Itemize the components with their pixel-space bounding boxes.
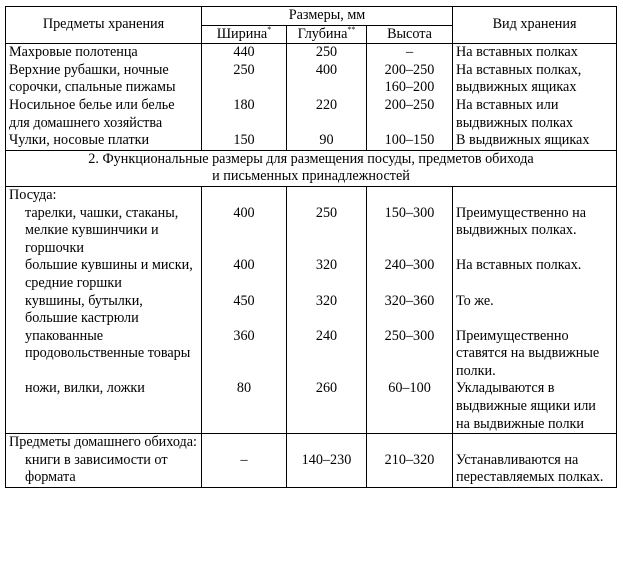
row-width: 400 (202, 205, 287, 258)
header-storage: Вид хранения (453, 7, 617, 44)
header-sizes-group: Размеры, мм (202, 7, 453, 26)
row-name: Носильное белье или белье для домашнего хозяйства (6, 97, 202, 132)
row-name: кувшины, бутылки, большие кастрюли (6, 293, 202, 328)
row-width: – (202, 452, 287, 488)
row-name: Чулки, носовые платки (6, 132, 202, 150)
row-storage: Преимущественно ставятся на выдвижные полки. (453, 328, 617, 381)
row-depth: 320 (287, 293, 367, 328)
row-depth: 250 (287, 44, 367, 62)
table-row (6, 293, 617, 328)
row-height: 200–250 (367, 97, 453, 132)
row-depth: 260 (287, 380, 367, 433)
row-height: – (367, 44, 453, 62)
row-width: 250 (202, 62, 287, 97)
table-row (6, 205, 617, 258)
table-row (6, 97, 617, 132)
header-height: Высота (367, 25, 453, 44)
row-storage: Преимущественно на выдвижных полках. (453, 205, 617, 258)
row-height: 200–250 160–200 (367, 62, 453, 97)
row-height: 210–320 (367, 452, 453, 488)
section-title: 2. Функциональные размеры для размещения посуды, предметов обихода и письменных принадлежностей (6, 150, 617, 186)
table-row (6, 452, 617, 488)
row-depth: 250 (287, 205, 367, 258)
row-height: 60–100 (367, 380, 453, 433)
row-width: 180 (202, 97, 287, 132)
table-row (6, 380, 617, 433)
header-width: Ширина* (202, 25, 287, 44)
row-storage: На вставных полках. (453, 257, 617, 292)
storage-dimensions-table (5, 6, 617, 488)
row-storage: Укладываются в выдвижные ящики или на выдвижные полки (453, 380, 617, 433)
row-name: большие кувшины и миски, средние горшки (6, 257, 202, 292)
row-depth: 90 (287, 132, 367, 150)
row-depth: 140–230 (287, 452, 367, 488)
row-storage: На вставных полках (453, 44, 617, 62)
row-storage: В выдвижных ящиках (453, 132, 617, 150)
table-row (6, 257, 617, 292)
row-name: упакованные продовольственные товары (6, 328, 202, 381)
row-storage: Устанавливаются на переставляемых полках. (453, 452, 617, 488)
row-width: 400 (202, 257, 287, 292)
row-name: ножи, вилки, ложки (6, 380, 202, 433)
row-width: 360 (202, 328, 287, 381)
section-title-row (6, 150, 617, 186)
row-storage: То же. (453, 293, 617, 328)
row-depth: 220 (287, 97, 367, 132)
row-height: 150–300 (367, 205, 453, 258)
table-header-row (6, 7, 617, 26)
row-name: Махровые полотенца (6, 44, 202, 62)
row-name: книги в зависимости от формата (6, 452, 202, 488)
row-width: 80 (202, 380, 287, 433)
row-storage: На вставных или выдвижных полках (453, 97, 617, 132)
row-depth: 400 (287, 62, 367, 97)
row-name: тарелки, чашки, стаканы, мелкие кувшинчики и горшочки (6, 205, 202, 258)
row-depth: 240 (287, 328, 367, 381)
group-title-row (6, 434, 617, 452)
row-height: 320–360 (367, 293, 453, 328)
header-items: Предметы хранения (6, 7, 202, 44)
row-storage: На вставных полках, выдвижных ящиках (453, 62, 617, 97)
row-height: 250–300 (367, 328, 453, 381)
table-row (6, 132, 617, 150)
row-width: 450 (202, 293, 287, 328)
row-name: Верхние рубашки, ночные сорочки, спальные пижамы (6, 62, 202, 97)
header-depth: Глубина** (287, 25, 367, 44)
table-row (6, 62, 617, 97)
group-title: Предметы домашнего обихода: (6, 434, 202, 452)
table-row (6, 44, 617, 62)
row-height: 100–150 (367, 132, 453, 150)
group-title-row (6, 186, 617, 204)
table-row (6, 328, 617, 381)
row-width: 440 (202, 44, 287, 62)
row-height: 240–300 (367, 257, 453, 292)
row-depth: 320 (287, 257, 367, 292)
group-title: Посуда: (6, 186, 202, 204)
row-width: 150 (202, 132, 287, 150)
